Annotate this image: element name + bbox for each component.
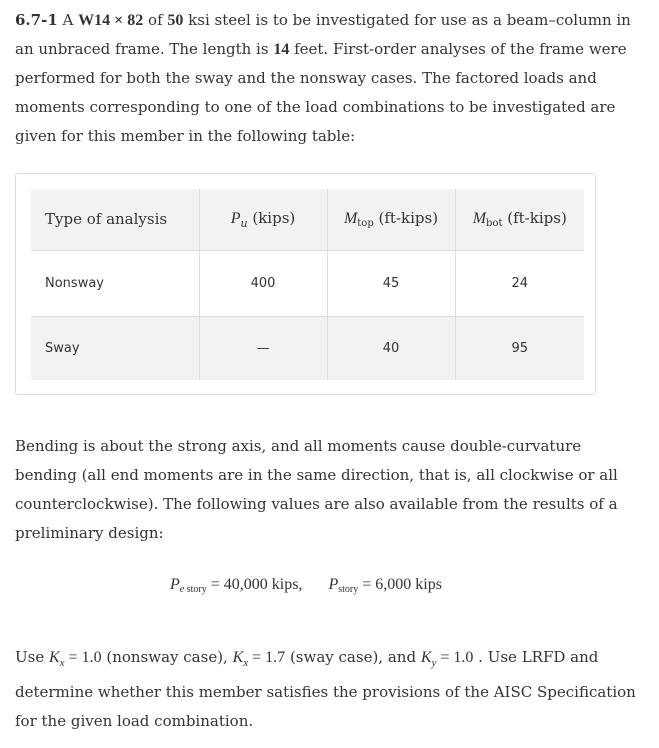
section-designation: W14 × 82	[78, 12, 144, 29]
header-mtop	[327, 189, 455, 250]
ky-value: = 1.0	[436, 649, 474, 666]
closing-text-4: . Use LRFD and determine whether this member satisfies the provisions of the AISC Specification for the given load combination.	[15, 648, 636, 730]
header-type	[31, 189, 199, 250]
cell-mbot: 95	[455, 316, 584, 380]
preliminary-design-formula	[170, 574, 470, 601]
p-subscript: story	[338, 584, 359, 595]
cell-pu: 400	[199, 250, 327, 316]
cell-mtop: 45	[327, 250, 455, 316]
closing-text-3: (sway case), and	[285, 648, 421, 666]
pe-value: = 40,000 kips,	[206, 576, 303, 593]
ky-subscript: y	[431, 657, 437, 669]
loads-table-container	[15, 173, 596, 395]
steel-strength: 50	[167, 12, 184, 29]
pe-subscript-e: e	[179, 584, 185, 595]
problem-statement	[15, 6, 640, 151]
cell-mtop: 40	[327, 316, 455, 380]
cell-type: Sway	[31, 316, 199, 380]
bending-note: Bending is about the strong axis, and all moments cause double-curvature bending (all end moments are in the same direction, that is, all clockwise or all counterclockwise). The following values are also available from the results of a preliminary design:	[15, 437, 618, 542]
kx1-value: = 1.0	[64, 649, 102, 666]
mbot-subscript: bot	[486, 218, 503, 230]
kx-sway	[232, 649, 286, 669]
pe-story-expression	[170, 576, 302, 593]
p-symbol: P	[328, 576, 339, 593]
header-type-label: Type of analysis	[45, 210, 168, 229]
pe-subscript-story: story	[184, 584, 207, 595]
header-pu	[199, 189, 327, 250]
mtop-unit: (ft-kips)	[373, 209, 439, 228]
closing-text-2: (nonsway case),	[101, 648, 233, 666]
mtop-symbol: M	[343, 210, 358, 228]
cell-mbot: 24	[455, 250, 584, 316]
kx1-subscript: x	[59, 657, 65, 669]
closing-text-1: Use	[15, 648, 49, 666]
intro-text-4: feet. First-order analyses of the frame were performed for both the sway and the nonsway cases. The factored loads and moments corresponding to one of the load combinations to be investigated are given for this member in the following table:	[15, 40, 627, 145]
closing-statement	[15, 643, 640, 736]
loads-table	[31, 189, 584, 380]
mtop-subscript: top	[357, 218, 374, 230]
kx1-symbol: K	[48, 649, 60, 666]
kx2-symbol: K	[232, 649, 244, 666]
intro-text-2: of	[143, 11, 168, 29]
pe-symbol: P	[170, 576, 180, 593]
pu-unit: (kips)	[247, 208, 296, 227]
mbot-symbol: M	[472, 210, 487, 228]
cell-pu: —	[199, 316, 327, 380]
table-header-row	[31, 189, 584, 250]
p-story-expression	[328, 576, 441, 593]
kx-nonsway	[48, 649, 102, 669]
cell-type: Nonsway	[31, 250, 199, 316]
table-row-nonsway	[31, 250, 584, 316]
intro-text-3: ksi steel is to be investigated for use as a beam–column in an unbraced frame. The length is	[15, 11, 631, 58]
kx2-value: = 1.7	[248, 649, 286, 666]
problem-number: 6.7-1	[15, 11, 58, 29]
p-value: = 6,000 kips	[358, 576, 442, 593]
pu-subscript: u	[240, 216, 248, 230]
intro-text-1: A	[57, 11, 79, 29]
table-row-sway	[31, 316, 584, 380]
member-length: 14	[273, 41, 290, 58]
ky-symbol: K	[420, 649, 432, 666]
header-mbot	[455, 189, 584, 250]
kx2-subscript: x	[243, 657, 249, 669]
ky-value-expression	[420, 649, 474, 669]
pu-symbol: P	[230, 209, 241, 227]
mbot-unit: (ft-kips)	[502, 209, 567, 228]
